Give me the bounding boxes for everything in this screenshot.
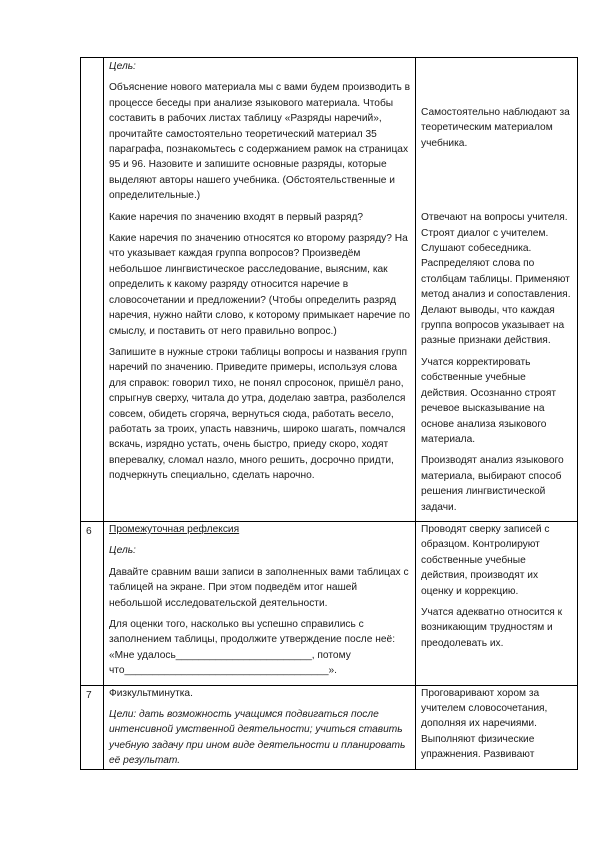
paragraph: Какие наречия по значению входят в первый разряд? xyxy=(109,211,364,223)
paragraph: Самостоятельно наблюдают за теоретическим материалом учебника. xyxy=(421,107,570,149)
teacher-activity-cell xyxy=(104,685,416,769)
goal-text: Цели: дать возможность учащимся подвигаться после интенсивной умственной деятельности; учиться ставить учебную задачу при ином виде деятельности и планировать её результат. xyxy=(109,709,406,767)
step-number-cell: 6 xyxy=(81,521,104,685)
paragraph: Запишите в нужные строки таблицы вопросы и названия групп наречий по значению. Приведите примеры, используя слова для справок: говорил тихо, не понял спросонок, пришёл рано, спрыгнув сверху, читала до утра, доделаю завтра, разболелся совсем, обидеть сгоряча, вернуться сюда, работать весело, работать за троих, упасть навзничь, широко шагать, помчался вскачь, изрядно устать, очень быстро, приеду скоро, ходят вперевалку, сломал назло, много решить, досрочно придти, подчеркнуть специально, сделать нарочно. xyxy=(109,346,408,482)
table-row xyxy=(81,521,578,685)
stage-title: Физкультминутка. xyxy=(109,687,193,699)
step-number-cell: 7 xyxy=(81,685,104,769)
step-number-cell xyxy=(81,58,104,522)
paragraph: Проводят сверку записей с образцом. Контролируют собственные учебные действия, производят их оценку и коррекцию. xyxy=(421,523,550,597)
paragraph: Объяснение нового материала мы с вами будем производить в процессе беседы при анализе языкового материала. Чтобы составить в рабочих листах таблицу «Разряды наречий», прочитайте самостоятельно теоретический материал 35 параграфа, познакомьтесь с содержанием рамок на страницах 95 и 96. Назовите и запишите основные разряды, которые выделяют авторы нашего учебника. (Обстоятельственные и определительные.) xyxy=(109,82,411,202)
table-row xyxy=(81,685,578,769)
teacher-activity-cell xyxy=(104,521,416,685)
paragraph: Отвечают на вопросы учителя. Строят диалог с учителем. Слушают собеседника. Распределяют слова по столбцам таблицы. Применяют метод анализ и сопоставления. Делают выводы, что каждая группа вопросов указывает на разные признаки действия. xyxy=(421,212,571,347)
stage-title: Промежуточная рефлексия xyxy=(109,523,240,535)
paragraph: Производят анализ языкового материала, выбирают способ решения лингвистической задачи. xyxy=(421,455,564,513)
paragraph: Давайте сравним ваши записи в заполненных вами таблицах с таблицей на экране. При этом подведём итог нашей небольшой исследовательской деятельности. xyxy=(109,566,409,609)
student-activity-cell xyxy=(416,685,578,769)
paragraph: Проговаривают хором за учителем словосочетания, дополняя их наречиями. Выполняют физические упражнения. Развивают xyxy=(421,687,548,761)
table-row xyxy=(81,58,578,522)
paragraph: Какие наречия по значению относятся ко второму разряду? На что указывает каждая группа вопросов? Произведём небольшое лингвистическое расследование, выясним, как определить к какому разряду относится наречие в словосочетании и предложении? (Чтобы определить разряд наречия, нужно найти слово, к которому примыкает наречие по смыслу, и поставить от него правильно вопрос.) xyxy=(109,233,411,337)
lesson-plan-table xyxy=(80,57,578,770)
student-activity-cell xyxy=(416,58,578,522)
goal-label: Цель: xyxy=(109,545,136,557)
teacher-activity-cell xyxy=(104,58,416,522)
goal-label: Цель: xyxy=(109,61,136,72)
paragraph: Учатся адекватно относится к возникающим трудностям и преодолевать их. xyxy=(421,606,563,649)
student-activity-cell xyxy=(416,521,578,685)
paragraph: Учатся корректировать собственные учебные действия. Осознанно строят речевое высказывание на основе анализа языкового материала. xyxy=(421,356,557,445)
paragraph: Для оценки того, насколько вы успешно справились с заполнением таблицы, продолжите утверждение после неё: «Мне удалось________________________, потому что____________________________________». xyxy=(109,618,396,677)
